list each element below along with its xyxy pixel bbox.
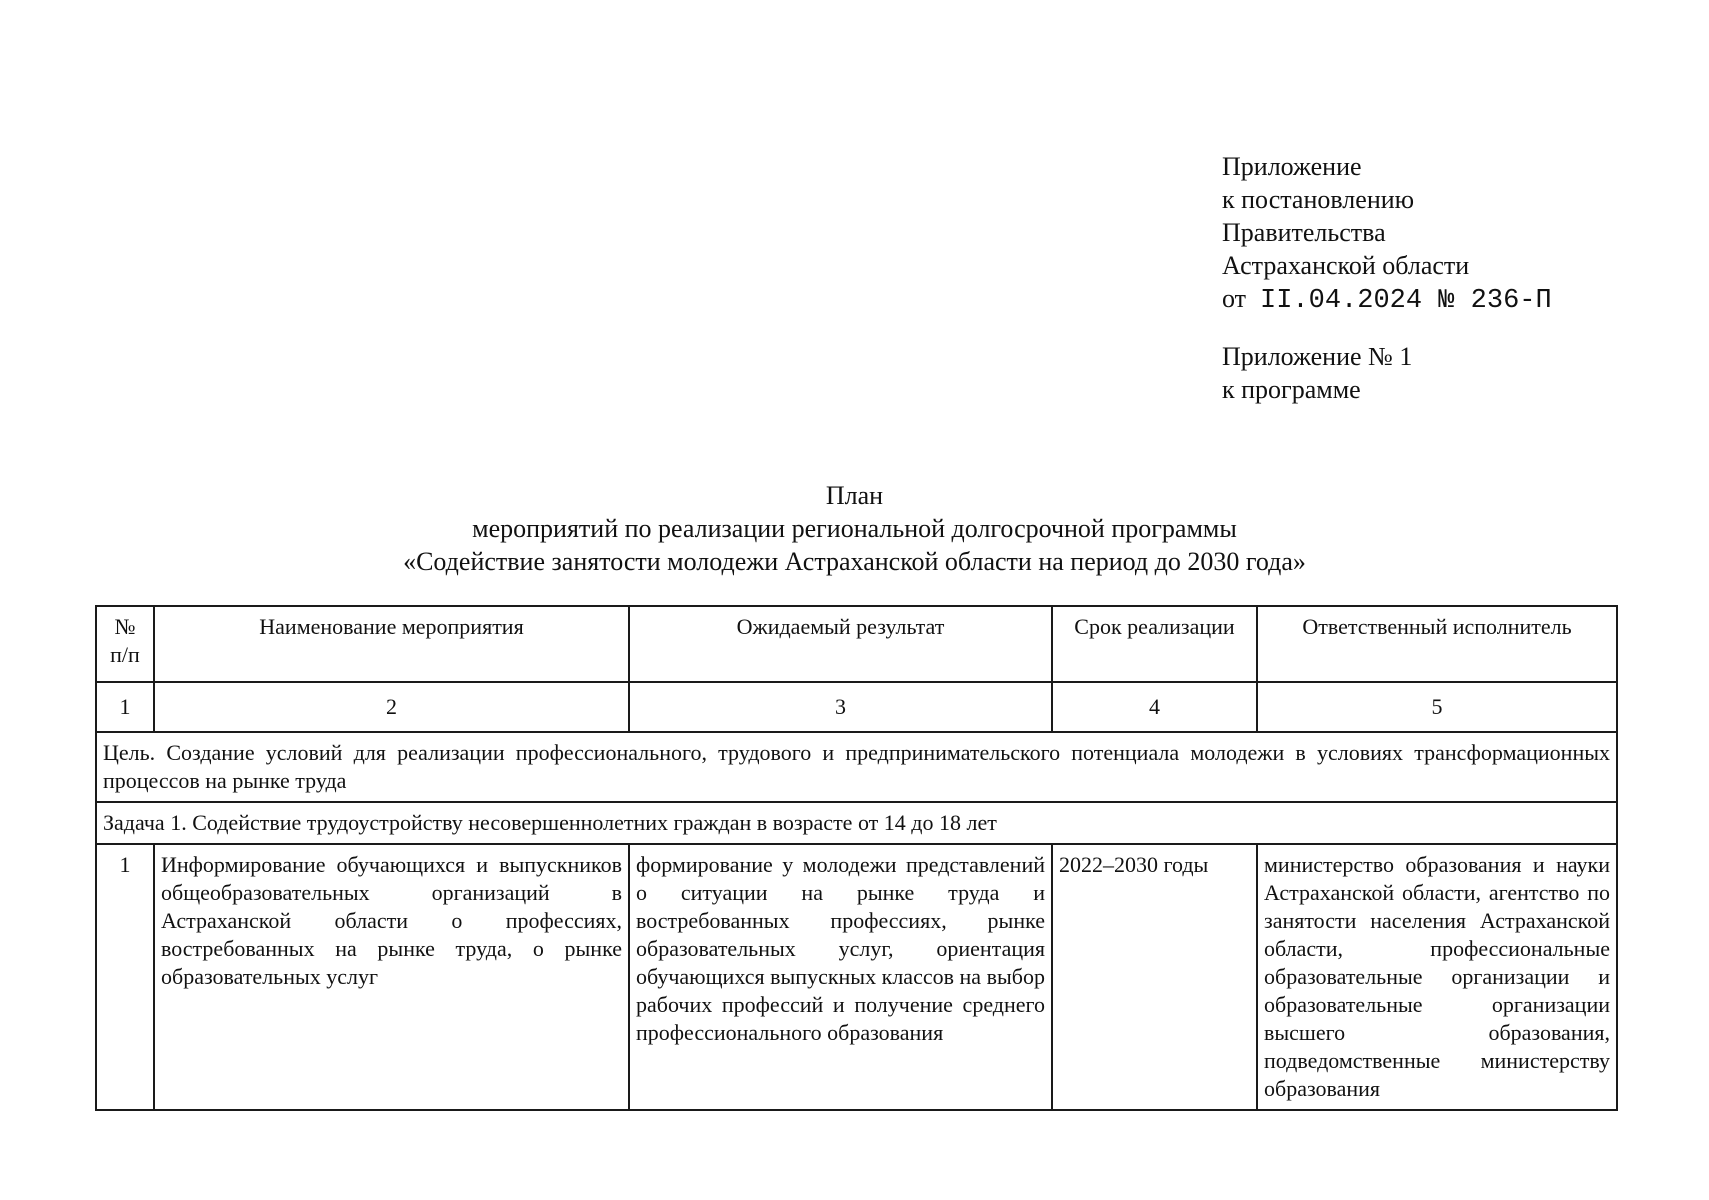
header-executor: Ответственный исполнитель bbox=[1257, 606, 1617, 682]
attachment-line: к программе bbox=[1222, 375, 1361, 404]
title-line: «Содействие занятости молодежи Астраханской области на период до 2030 года» bbox=[403, 547, 1306, 576]
plan-table bbox=[95, 605, 1618, 1111]
header-number: № п/п bbox=[96, 606, 154, 682]
goal-text: Цель. Создание условий для реализации профессионального, трудового и предпринимательского потенциала молодежи в условиях трансформационных процессов на рынке труда bbox=[96, 732, 1617, 802]
expected-result: формирование у молодежи представлений о ситуации на рынке труда и востребованных профессиях, рынке образовательных услуг, ориентация обучающихся выпускных классов на выбор рабочих профессий и получение среднего профессионального образования bbox=[629, 844, 1052, 1110]
row-number: 1 bbox=[96, 844, 154, 1110]
appendix-line: Правительства bbox=[1222, 218, 1386, 247]
appendix-line: Астраханской области bbox=[1222, 251, 1470, 280]
table-row bbox=[96, 844, 1617, 1110]
header-period: Срок реализации bbox=[1052, 606, 1257, 682]
column-numbers-row bbox=[96, 682, 1617, 732]
table-header-row bbox=[96, 606, 1617, 682]
title-line: мероприятий по реализации региональной долгосрочной программы bbox=[472, 514, 1237, 543]
appendix-line: Приложение bbox=[1222, 152, 1362, 181]
goal-row bbox=[96, 732, 1617, 802]
appendix-date-line bbox=[1222, 282, 1552, 318]
column-number: 4 bbox=[1052, 682, 1257, 732]
title-line: План bbox=[825, 481, 884, 510]
decree-date-number: II.04.2024 № 236-П bbox=[1260, 286, 1552, 316]
task-row bbox=[96, 802, 1617, 844]
header-result: Ожидаемый результат bbox=[629, 606, 1052, 682]
appendix-line: к постановлению bbox=[1222, 185, 1415, 214]
column-number: 3 bbox=[629, 682, 1052, 732]
task-text: Задача 1. Содействие трудоустройству несовершеннолетних граждан в возрасте от 14 до 18 лет bbox=[96, 802, 1617, 844]
responsible-executor: министерство образования и науки Астраханской области, агентство по занятости населения Астраханской области, профессиональные образовательные организации и образовательные организации высшего образования, подведомственные министерству образования bbox=[1257, 844, 1617, 1110]
column-number: 2 bbox=[154, 682, 629, 732]
attachment-line: Приложение № 1 bbox=[1222, 342, 1413, 371]
activity-name: Информирование обучающихся и выпускников общеобразовательных организаций в Астраханской области о профессиях, востребованных на рынке труда, о рынке образовательных услуг bbox=[154, 844, 629, 1110]
date-prefix: от bbox=[1222, 284, 1247, 313]
column-number: 5 bbox=[1257, 682, 1617, 732]
document-title bbox=[0, 479, 1709, 578]
appendix-block bbox=[1222, 150, 1552, 406]
header-name: Наименование мероприятия bbox=[154, 606, 629, 682]
column-number: 1 bbox=[96, 682, 154, 732]
implementation-period: 2022–2030 годы bbox=[1052, 844, 1257, 1110]
